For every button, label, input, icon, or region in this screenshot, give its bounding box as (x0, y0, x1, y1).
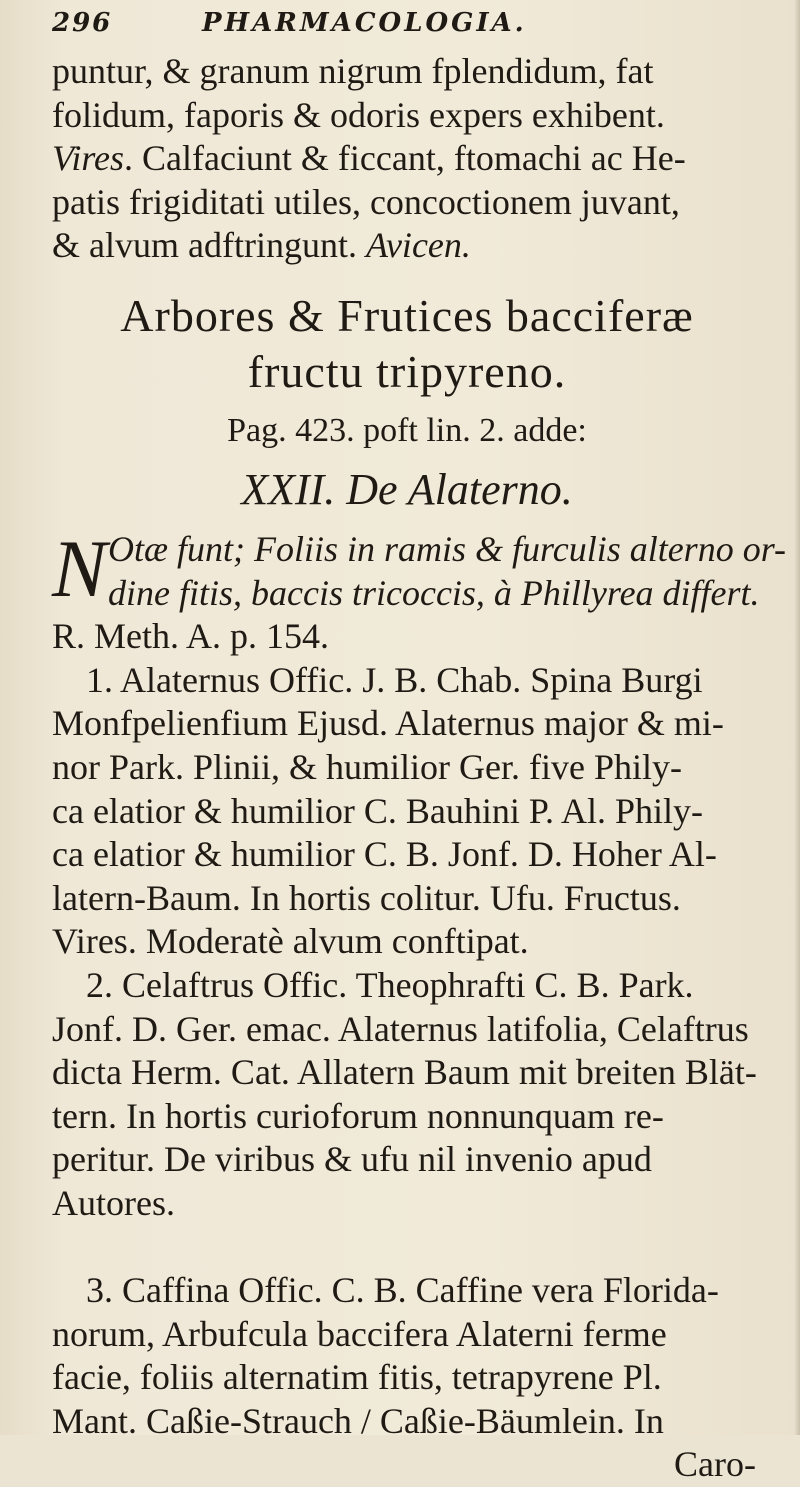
text-line: peritur. De viribus & ufu nil invenio apud (52, 1139, 652, 1180)
italic-text: Otæ funt; Foliis in ramis & furculis alterno or- (108, 528, 786, 569)
text-line: 3. Caffina Offic. C. B. Caffine vera Florida- (86, 1270, 719, 1311)
text-line: Monfpelienfium Ejusd. Alaternus major & mi- (52, 703, 724, 744)
running-head (52, 8, 762, 50)
catchword: Caro- (674, 1444, 756, 1485)
text-line: Autores. (52, 1182, 175, 1223)
paragraph-notae (52, 522, 786, 659)
entry-3 (52, 1269, 762, 1487)
entry-2 (52, 964, 762, 1269)
text-line: Vires. Moderatè alvum conftipat. (52, 921, 529, 962)
text-line: 2. Celaftrus Offic. Theophrafti C. B. Park. (86, 964, 694, 1005)
italic-word: Avicen. (365, 225, 471, 266)
text-line: Jonf. D. Ger. emac. Alaternus latifolia, Celaftrus (52, 1008, 749, 1049)
text-line: ca elatior & humilior C. B. Jonf. D. Hoher Al- (52, 834, 717, 875)
text-line: dicta Herm. Cat. Allatern Baum mit breiten Blät- (52, 1052, 757, 1093)
text-line: latern-Baum. In hortis colitur. Ufu. Fructus. (52, 877, 681, 918)
text-line: 1. Alaternus Offic. J. B. Chab. Spina Burgi (86, 659, 703, 700)
text-line (52, 1225, 762, 1269)
text-span: & alvum adftringunt. (52, 225, 366, 266)
section-title (52, 288, 762, 400)
text-line: patis frigiditati utiles, concoctionem juvant, (52, 181, 680, 222)
text-line: tern. In hortis curioforum nonnunquam re- (52, 1095, 664, 1136)
text-line: folidum, faporis & odoris expers exhibent. (52, 94, 665, 135)
section-title-line: fructu tripyreno. (247, 345, 567, 397)
page-number: 296 (52, 8, 113, 38)
italic-text: dine fitis, baccis tricoccis, à Phillyrea differt. (108, 572, 760, 613)
text-line: norum, Arbufcula baccifera Alaterni ferme (52, 1313, 667, 1354)
text-line: R. Meth. A. p. 154. (52, 616, 330, 657)
text-line: puntur, & granum nigrum fplendidum, fat (52, 51, 654, 91)
page-edge-shadow (794, 0, 800, 1435)
text-line (52, 528, 786, 572)
text-line: facie, foliis alternatim fitis, tetrapyrene Pl. (52, 1357, 662, 1398)
text-span: . Calfaciunt & ficcant, ftomachi ac He- (123, 138, 686, 179)
entry-1 (52, 659, 762, 964)
drop-cap: N (52, 522, 107, 614)
text-line (52, 137, 762, 181)
text-line: Mant. Caßie-Strauch / Caßie-Bäumlein. In (52, 1400, 664, 1441)
text-line (52, 572, 762, 616)
text-line: ca elatior & humilior C. Bauhini P. Al. Phily- (52, 790, 703, 831)
paragraph-intro (52, 50, 762, 268)
section-title-line: Arbores & Frutices bacciferæ (120, 289, 694, 341)
text-line (52, 224, 762, 268)
italic-word: Vires (52, 138, 124, 179)
chapter-title: XXII. De Alaterno. (241, 464, 573, 514)
running-title: PHARMACOLOGIA. (202, 8, 527, 38)
page-reference: Pag. 423. poft lin. 2. adde: (227, 411, 587, 449)
text-line: nor Park. Plinii, & humilior Ger. five Phily- (52, 746, 682, 787)
